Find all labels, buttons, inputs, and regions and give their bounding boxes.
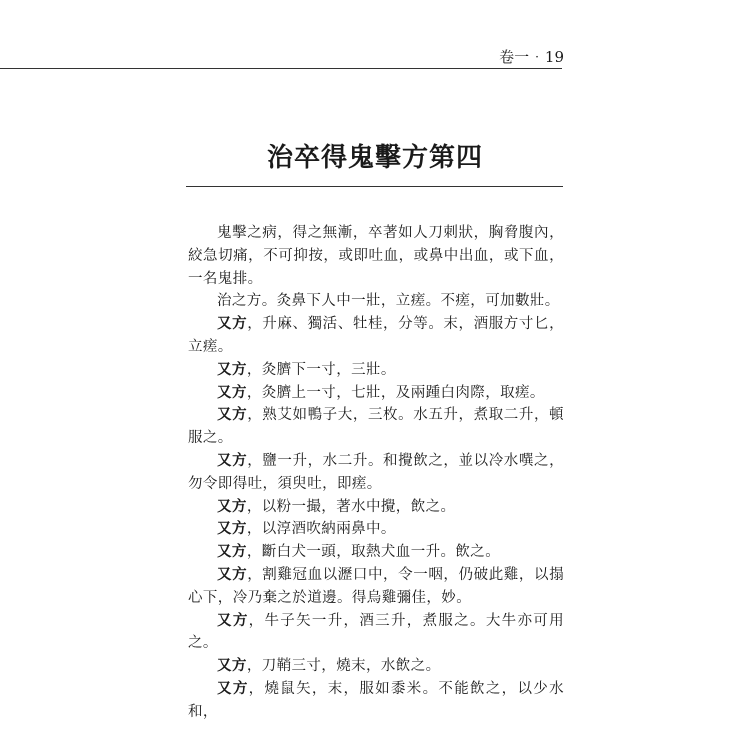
paragraph-text: ，灸臍上一寸，七壯，及兩踵白肉際，取瘥。 [246,384,545,401]
paragraph-lead: 又方 [217,497,247,515]
paragraph-text: ，升麻、獨活、牡桂，分等。末，酒服方寸匕，立瘥。 [188,316,564,355]
paragraph-text: 治之方。灸鼻下人中一壯，立瘥。不瘥，可加數壯。 [217,293,560,310]
title-rule [186,186,563,187]
paragraph-text: ，鹽一升，水二升。和攪飲之，並以冷水噀之，勿令即得吐，須臾吐，即瘥。 [188,452,564,492]
paragraph-lead: 又方 [217,520,247,538]
paragraph-lead: 又方 [217,451,248,469]
paragraph-lead: 又方 [217,543,247,561]
paragraph [188,564,564,610]
paragraph-lead: 又方 [217,679,249,697]
paragraph-text: ，牛子矢一升，酒三升，煮服之。大牛亦可用之。 [188,612,564,652]
paragraph [188,290,564,313]
paragraph-lead: 又方 [217,657,247,675]
paragraph-text: ，以淳酒吹納兩鼻中。 [246,521,396,538]
paragraph-lead: 又方 [217,315,248,333]
paragraph [188,404,564,450]
paragraph-text: 鬼擊之病，得之無漸，卒著如人刀刺狀，胸脅腹內，絞急切痛，不可抑按，或即吐血，或鼻中出血，或下血，一名鬼排。 [188,225,564,287]
paragraph [188,655,564,678]
paragraph [188,222,564,290]
body-text [188,222,564,724]
paragraph [188,518,564,541]
chapter-title: 治卒得鬼擊方第四 [266,143,483,174]
paragraph-text: ，刀鞘三寸，燒末，水飲之。 [246,658,441,675]
paragraph-text: ，割雞冠血以瀝口中，令一咽，仍破此雞，以搨心下，冷乃棄之於道邊。得烏雞彌佳，妙。 [188,566,564,606]
paragraph-text: ，斷白犬一頭，取熱犬血一升。飲之。 [246,544,501,561]
running-header [499,46,564,68]
paragraph [188,678,564,724]
paragraph-text: ，灸臍下一寸，三壯。 [246,361,396,378]
volume-label: 卷一 [499,48,530,66]
header-separator: · [535,50,539,64]
paragraph [188,450,564,496]
paragraph [188,541,564,564]
paragraph-lead: 又方 [217,565,248,583]
paragraph-text: ，燒鼠矢，末，服如黍米。不能飲之，以少水和， [188,680,564,720]
paragraph-lead: 又方 [217,360,247,378]
paragraph-lead: 又方 [217,383,247,401]
paragraph [188,496,564,519]
paragraph [188,313,564,359]
header-rule [0,68,562,69]
paragraph-text: ，熟艾如鴨子大，三枚。水五升，煮取二升，頓服之。 [188,407,564,447]
paragraph-lead: 又方 [217,611,249,629]
page-number: 19 [544,48,564,66]
paragraph-text: ，以粉一撮，著水中攪，飲之。 [246,498,456,515]
paragraph [188,610,564,656]
paragraph [188,382,564,405]
paragraph [188,359,564,382]
paragraph-lead: 又方 [217,406,248,424]
